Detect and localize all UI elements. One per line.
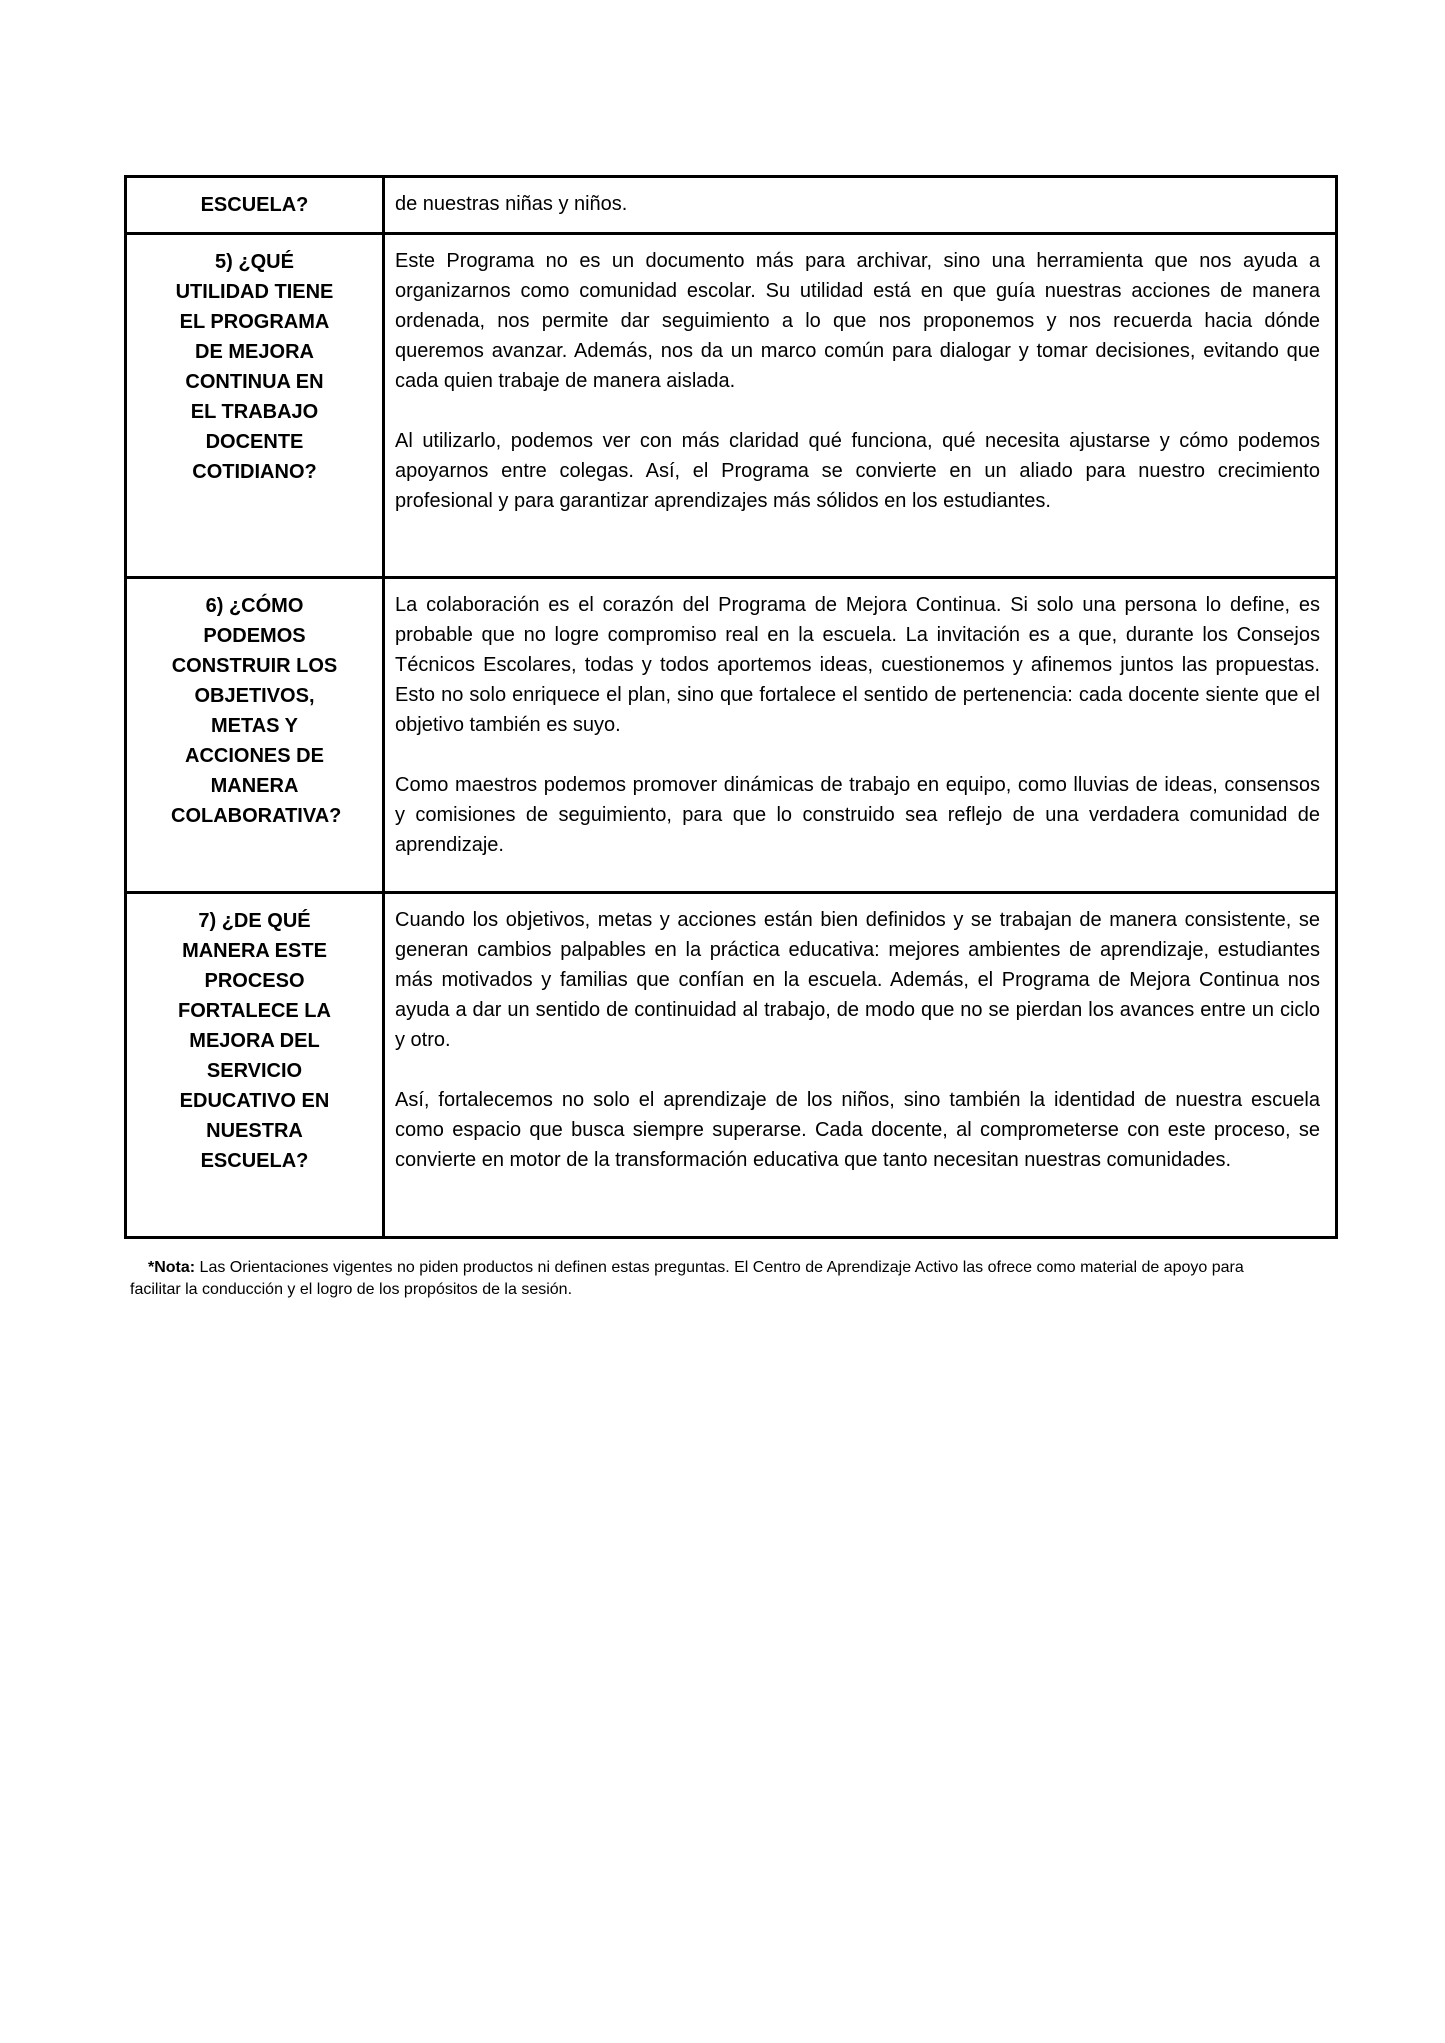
- answer-cell: [385, 894, 1335, 1236]
- answer-paragraph: Así, fortalecemos no solo el aprendizaje de los niños, sino también la identidad de nuestra escuela como espacio que busca siempre superarse. Cada docente, al comprometerse con este proceso, se convierte en motor de la transformación educativa que tanto necesitan nuestras comunidades.: [395, 1089, 1320, 1171]
- table-row: [127, 579, 1335, 894]
- answer-cell: [385, 235, 1335, 576]
- question-cell: [127, 178, 385, 232]
- question-text: 5) ¿QUÉ UTILIDAD TIENE EL PROGRAMA DE MEJORA CONTINUA EN EL TRABAJO DOCENTE COTIDIANO?: [175, 251, 334, 483]
- answer-paragraph: Cuando los objetivos, metas y acciones están bien definidos y se trabajan de manera consistente, se generan cambios palpables en la práctica educativa: mejores ambientes de aprendizaje, estudiantes más motivados y familias que confían en la escuela. Además, el Programa de Mejora Continua nos ayuda a dar un sentido de continuidad al trabajo, de modo que no se pierdan los avances entre un ciclo y otro.: [395, 909, 1320, 1051]
- table-row: [127, 894, 1335, 1236]
- answer-paragraph: La colaboración es el corazón del Programa de Mejora Continua. Si solo una persona lo define, es probable que no logre compromiso real en la escuela. La invitación es a que, durante los Consejos Técnicos Escolares, todas y todos aportemos ideas, cuestionemos y afinemos juntos las propuestas. Esto no solo enriquece el plan, sino que fortalece el sentido de pertenencia: cada docente siente que el objetivo también es suyo.: [395, 594, 1320, 736]
- note-label: *Nota:: [148, 1259, 196, 1276]
- note: [130, 1257, 1290, 1301]
- answer-paragraph: de nuestras niñas y niños.: [395, 193, 628, 215]
- question-text: ESCUELA?: [200, 194, 309, 216]
- answer-paragraph: Al utilizarlo, podemos ver con más claridad qué funciona, qué necesita ajustarse y cómo podemos apoyarnos entre colegas. Así, el Programa se convierte en un aliado para nuestro crecimiento profesional y para garantizar aprendizajes más sólidos en los estudiantes.: [395, 430, 1320, 512]
- answer-cell: [385, 178, 1335, 232]
- question-text: 6) ¿CÓMO PODEMOS CONSTRUIR LOS OBJETIVOS, METAS Y ACCIONES DE MANERA COLABORATIVA?: [171, 595, 342, 827]
- note-text: Las Orientaciones vigentes no piden productos ni definen estas preguntas. El Centro de Aprendizaje Activo las ofrece como material de apoyo para facilitar la conducción y el logro de los propósitos de la sesión.: [130, 1259, 1244, 1298]
- table-row: [127, 235, 1335, 579]
- question-cell: [127, 235, 385, 576]
- qa-table: [124, 175, 1338, 1239]
- answer-cell: [385, 579, 1335, 891]
- answer-paragraph: Este Programa no es un documento más para archivar, sino una herramienta que nos ayuda a organizarnos como comunidad escolar. Su utilidad está en que guía nuestras acciones de manera ordenada, nos permite dar seguimiento a lo que nos proponemos y nos recuerda hacia dónde queremos avanzar. Además, nos da un marco común para dialogar y tomar decisiones, evitando que cada quien trabaje de manera aislada.: [395, 250, 1320, 392]
- question-text: 7) ¿DE QUÉ MANERA ESTE PROCESO FORTALECE LA MEJORA DEL SERVICIO EDUCATIVO EN NUESTRA ESCUELA?: [178, 910, 331, 1172]
- question-cell: [127, 579, 385, 891]
- answer-paragraph: Como maestros podemos promover dinámicas de trabajo en equipo, como lluvias de ideas, consensos y comisiones de seguimiento, para que lo construido sea reflejo de una verdadera comunidad de aprendizaje.: [395, 774, 1320, 856]
- table-row: [127, 178, 1335, 235]
- question-cell: [127, 894, 385, 1236]
